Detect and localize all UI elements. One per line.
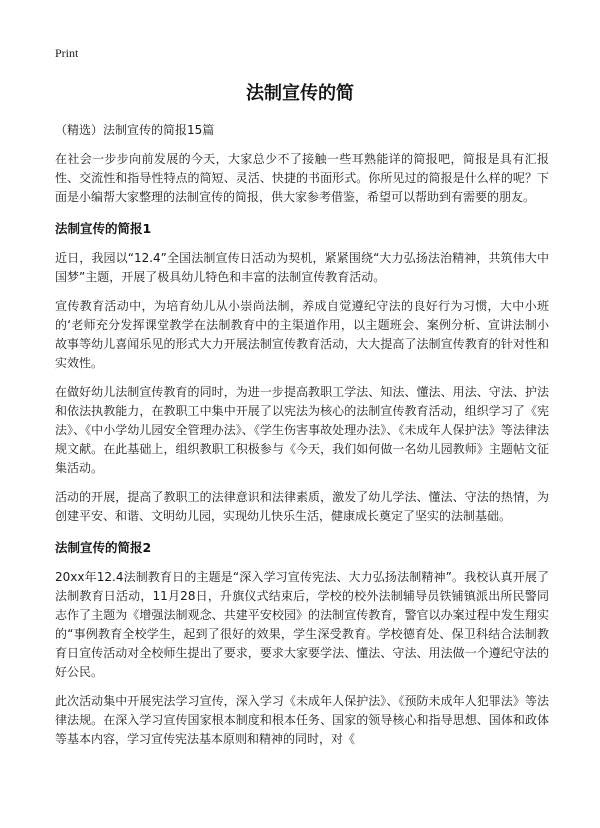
- intro-paragraph: 在社会一步步向前发展的今天，大家总少不了接触一些耳熟能详的简报吧，简报是具有汇报性、交流性和指导性特点的简短、灵活、快捷的书面形式。你所见过的简报是什么样的呢？下面是小编帮大家整理的法制宣传的简报，供大家参考借鉴，希望可以帮助到有需要的朋友。: [55, 152, 549, 204]
- section-1-paragraph-1: 近日，我园以“12.4”全国法制宣传日活动为契机，紧紧围绕“大力弘扬法治精神，共筑伟大中国梦”主题，开展了极具幼儿特色和丰富的法制宣传教育活动。: [55, 251, 549, 284]
- section-heading-2: 法制宣传的简报2: [55, 540, 152, 555]
- page-title: 法制宣传的简: [246, 83, 354, 104]
- section-1-paragraph-2: 宣传教育活动中，为培育幼儿从小崇尚法制，养成自觉遵纪守法的良好行为习惯，大中小班的‘老师充分发挥课堂教学在法制教育中的主渠道作用，以主题班会、案例分析、宣讲法制小故事等幼儿喜闻乐见的形式大力开展法制宣传教育活动，大大提高了法制宣传教育的针对性和实效性。: [55, 299, 549, 370]
- section-2-paragraph-2: 此次活动集中开展宪法学习宣传，深入学习《未成年人保护法》、《预防未成年人犯罪法》等法律法规。在深入学习宣传国家根本制度和根本任务、国家的领导核心和指导思想、国体和政体等基本内容，学习宣传宪法基本原则和精神的同时，对《: [55, 694, 549, 746]
- section-2-paragraph-1: 20xx年12.4法制教育日的主题是“深入学习宣传宪法、大力弘扬法制精神”。我校认真开展了法制教育日活动，11月28日，升旗仪式结束后，学校的校外法制辅导员铁铺镇派出所民警同志作了主题为《增强法制观念、共建平安校园》的法制宣传教育，警官以办案过程中发生翔实的“事例教育全校学生，起到了很好的效果，学生深受教育。学校德育处、保卫科结合法制教育日宣传活动对全校师生提出了要求，要求大家要学法、懂法、守法、用法做一个遵纪守法的好公民。: [55, 570, 549, 679]
- section-1-paragraph-3: 在做好幼儿法制宣传教育的同时，为进一步提高教职工学法、知法、懂法、用法、守法、护法和依法执教能力，在教职工中集中开展了以宪法为核心的法制宣传教育活动，组织学习了《宪法》、《中小学幼儿园安全管理办法》、《学生伤害事故处理办法》、《未成年人保护法》等法律法规文献。在此基础上，组织教职工积极参与《今天，我们如何做一名幼儿园教师》主题帖文征集活动。: [55, 385, 549, 475]
- section-1-paragraph-4: 活动的开展，提高了教职工的法律意识和法律素质，激发了幼儿学法、懂法、守法的热情，为创建平安、和谐、文明幼儿园，实现幼儿快乐生活，健康成长奠定了坚实的法制基础。: [55, 490, 549, 523]
- page-subtitle: （精选）法制宣传的简报15篇: [55, 123, 215, 137]
- article-body: [55, 150, 549, 759]
- section-heading-1: 法制宣传的简报1: [55, 221, 152, 236]
- print-link[interactable]: Print: [55, 46, 79, 60]
